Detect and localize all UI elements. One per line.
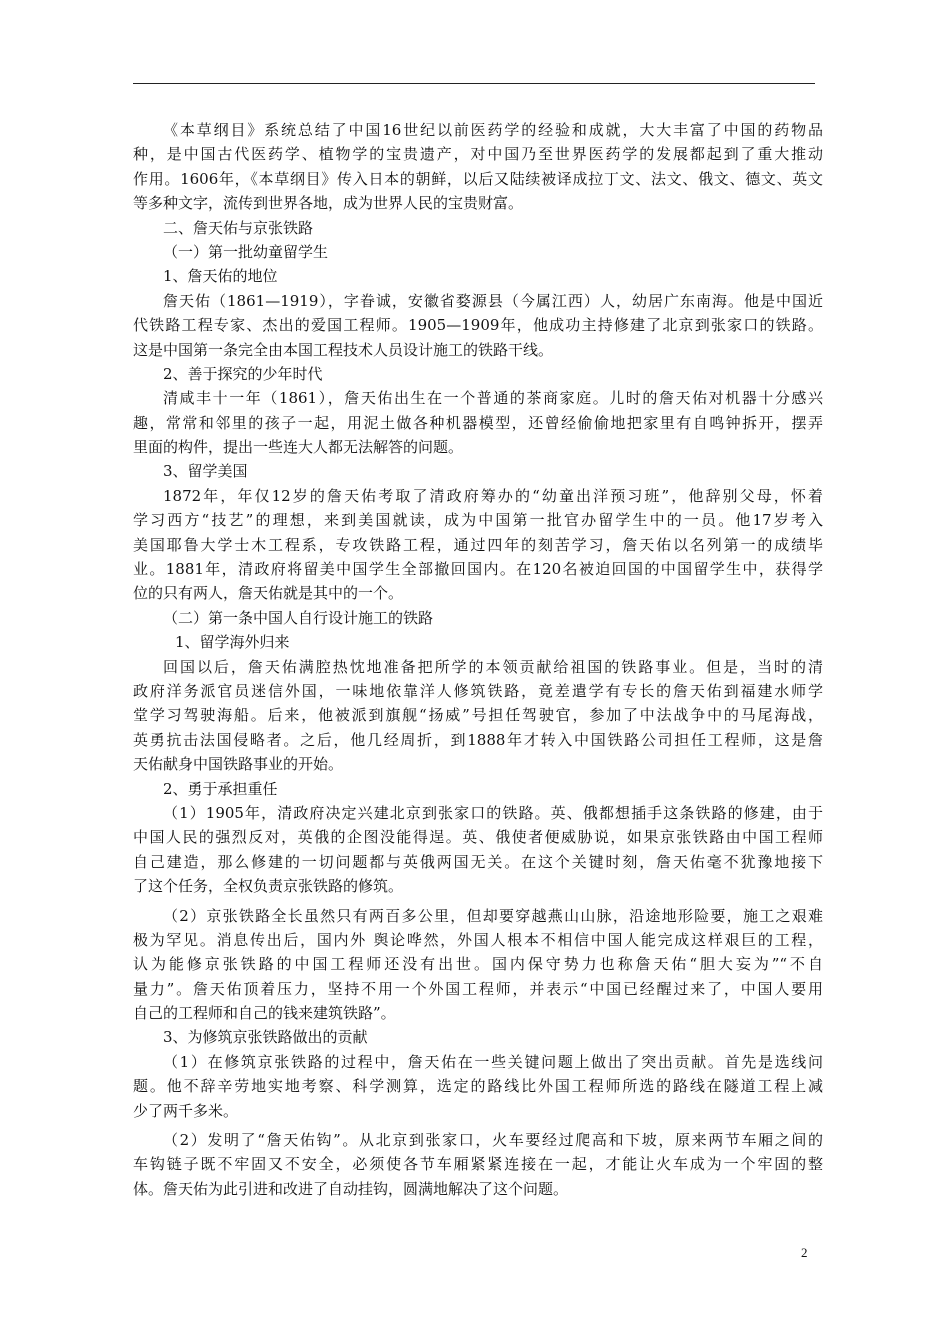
subsection-heading: （一）第一批幼童留学生 bbox=[163, 242, 329, 261]
topic-heading: 2、善于探究的少年时代 bbox=[163, 364, 323, 383]
topic-heading: 1、留学海外归来 bbox=[175, 633, 290, 652]
paragraph-line: 业。1881年，清政府将留美中国学生全部撤回国内。在120名被迫回国的中国留学生中，获得学 bbox=[133, 560, 823, 579]
paragraph-line: 作用。1606年，《本草纲目》传入日本的朝鲜，以后又陆续被译成拉丁文、法文、俄文、德文、英文 bbox=[133, 169, 823, 188]
paragraph-line: 极为罕见。消息传出后，国内外 舆论哗然，外国人根本不相信中国人能完成这样艰巨的工程， bbox=[133, 930, 823, 949]
paragraph-line: 位的只有两人，詹天佑就是其中的一个。 bbox=[133, 584, 404, 603]
paragraph-line: 车钩链子既不牢固又不安全，必须使各节车厢紧紧连接在一起，才能让火车成为一个牢固的整 bbox=[133, 1155, 823, 1174]
paragraph-line: 体。詹天佑为此引进和改进了自动挂钩，圆满地解决了这个问题。 bbox=[133, 1179, 569, 1198]
paragraph-line: 回国以后，詹天佑满腔热忱地准备把所学的本领贡献给祖国的铁路事业。但是，当时的清 bbox=[163, 657, 823, 676]
topic-heading: 2、勇于承担重任 bbox=[163, 779, 278, 798]
paragraph-line: 量力”。詹天佑顶着压力，坚持不用一个外国工程师，并表示“中国已经醒过来了，中国人要用 bbox=[133, 979, 823, 998]
paragraph-line: 等多种文字，流传到世界各地，成为世界人民的宝贵财富。 bbox=[133, 194, 524, 213]
paragraph-line: （2）发明了“詹天佑钩”。从北京到张家口，火车要经过爬高和下坡，原来两节车厢之间的 bbox=[163, 1131, 823, 1150]
paragraph-line: 1872年，年仅12岁的詹天佑考取了清政府筹办的“幼童出洋预习班”，他辞别父母，怀着 bbox=[163, 486, 823, 505]
paragraph-line: 中国人民的强烈反对，英俄的企图没能得逞。英、俄使者便威胁说，如果京张铁路由中国工程师 bbox=[133, 828, 823, 847]
paragraph-line: 天佑献身中国铁路事业的开始。 bbox=[133, 755, 344, 774]
paragraph-line: （2）京张铁路全长虽然只有两百多公里，但却要穿越燕山山脉，沿途地形险要，施工之艰难 bbox=[163, 906, 823, 925]
topic-heading: 1、詹天佑的地位 bbox=[163, 267, 278, 286]
paragraph-line: 英勇抗击法国侵略者。之后，他几经周折，到1888年才转入中国铁路公司担任工程师，这是詹 bbox=[133, 730, 823, 749]
paragraph-line: 代铁路工程专家、杰出的爱国工程师。1905—1909年，他成功主持修建了北京到张家口的铁路。 bbox=[133, 316, 823, 335]
paragraph-line: 种，是中国古代医药学、植物学的宝贵遗产，对中国乃至世界医药学的发展都起到了重大推动 bbox=[133, 145, 823, 164]
paragraph-line: 詹天佑（1861—1919），字眷诚，安徽省婺源县（今属江西）人，幼居广东南海。他是中国近 bbox=[163, 291, 823, 310]
section-heading: 二、詹天佑与京张铁路 bbox=[163, 218, 314, 237]
paragraph-line: 堂学习驾驶海船。后来，他被派到旗舰“扬威”号担任驾驶官，参加了中法战争中的马尾海战， bbox=[133, 706, 823, 725]
paragraph-line: 题。他不辞辛劳地实地考察、科学测算，选定的路线比外国工程师所选的路线在隧道工程上减 bbox=[133, 1077, 823, 1096]
paragraph-line: 自己的工程师和自己的钱来建筑铁路”。 bbox=[133, 1004, 396, 1023]
topic-heading: 3、为修筑京张铁路做出的贡献 bbox=[163, 1028, 368, 1047]
paragraph-line: （1）在修筑京张铁路的过程中，詹天佑在一些关键问题上做出了突出贡献。首先是选线问 bbox=[163, 1052, 823, 1071]
document-body bbox=[133, 118, 823, 1201]
paragraph-line: 这是中国第一条完全由本国工程技术人员设计施工的铁路干线。 bbox=[133, 340, 554, 359]
paragraph-line: 趣，常常和邻里的孩子一起，用泥土做各种机器模型，还曾经偷偷地把家里有自鸣钟拆开，摆弄 bbox=[133, 413, 823, 432]
paragraph-line: 美国耶鲁大学士木工程系，专攻铁路工程，通过四年的刻苦学习，詹天佑以名列第一的成绩毕 bbox=[133, 535, 823, 554]
paragraph-line: （1）1905年，清政府决定兴建北京到张家口的铁路。英、俄都想插手这条铁路的修建，由于 bbox=[163, 803, 823, 822]
paragraph-line: 《本草纲目》系统总结了中国16世纪以前医药学的经验和成就，大大丰富了中国的药物品 bbox=[163, 121, 823, 139]
page-number: 2 bbox=[801, 1245, 808, 1260]
paragraph-line: 了这个任务，全权负责京张铁路的修筑。 bbox=[133, 877, 404, 896]
paragraph-line: 少了两千多米。 bbox=[133, 1101, 239, 1120]
subsection-heading: （二）第一条中国人自行设计施工的铁路 bbox=[163, 608, 434, 627]
paragraph-line: 清咸丰十一年（1861），詹天佑出生在一个普通的茶商家庭。儿时的詹天佑对机器十分感兴 bbox=[163, 389, 823, 408]
paragraph-line: 政府洋务派官员迷信外国，一味地依靠洋人修筑铁路，竟差遣学有专长的詹天佑到福建水师学 bbox=[133, 681, 823, 700]
paragraph-line: 认为能修京张铁路的中国工程师还没有出世。国内保守势力也称詹天佑“胆大妄为”“不自 bbox=[133, 955, 823, 974]
topic-heading: 3、留学美国 bbox=[163, 462, 248, 481]
paragraph-line: 学习西方“技艺”的理想，来到美国就读，成为中国第一批官办留学生中的一员。他17岁考入 bbox=[133, 511, 823, 530]
paragraph-line: 里面的构件，提出一些连大人都无法解答的问题。 bbox=[133, 438, 464, 457]
header-rule bbox=[133, 83, 815, 84]
paragraph-line: 自己建造，那么修建的一切问题都与英俄两国无关。在这个关键时刻，詹天佑毫不犹豫地接下 bbox=[133, 852, 823, 871]
